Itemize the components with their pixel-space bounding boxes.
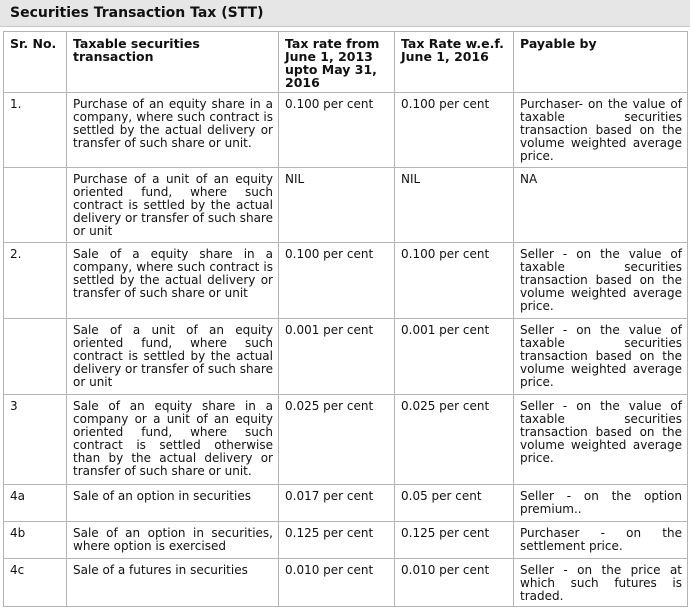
table-row [4, 485, 688, 522]
cell-payable-by: Seller - on the value of taxable securities transaction based on the volume weighted average price. [514, 395, 688, 485]
cell-sr-no: 1. [4, 93, 67, 168]
table-row [4, 168, 688, 243]
cell-transaction: Purchase of a unit of an equity oriented fund, where such contract is settled by the actual delivery or transfer of such share or unit [67, 168, 279, 243]
cell-transaction: Sale of an option in securities [67, 485, 279, 522]
cell-rate-2013: 0.125 per cent [279, 522, 395, 559]
cell-rate-2016: 0.025 per cent [395, 395, 514, 485]
cell-rate-2013: 0.100 per cent [279, 93, 395, 168]
cell-rate-2013: NIL [279, 168, 395, 243]
header-taxable-transaction: Taxable securities transaction [67, 32, 279, 93]
cell-sr-no [4, 319, 67, 395]
header-sr-no: Sr. No. [4, 32, 67, 93]
cell-sr-no [4, 168, 67, 243]
cell-rate-2016: NIL [395, 168, 514, 243]
cell-transaction: Sale of an option in securities, where option is exercised [67, 522, 279, 559]
header-payable-by: Payable by [514, 32, 688, 93]
cell-rate-2013: 0.025 per cent [279, 395, 395, 485]
cell-transaction: Purchase of an equity share in a company, where such contract is settled by the actual delivery or transfer of such share or unit. [67, 93, 279, 168]
stt-table [3, 31, 688, 607]
cell-rate-2013: 0.100 per cent [279, 243, 395, 319]
header-rate-2016: Tax Rate w.e.f. June 1, 2016 [395, 32, 514, 93]
header-row [4, 32, 688, 93]
cell-transaction: Sale of a unit of an equity oriented fund, where such contract is settled by the actual delivery or transfer of such share or unit [67, 319, 279, 395]
cell-sr-no: 2. [4, 243, 67, 319]
cell-rate-2013: 0.017 per cent [279, 485, 395, 522]
cell-rate-2016: 0.010 per cent [395, 559, 514, 607]
cell-rate-2016: 0.125 per cent [395, 522, 514, 559]
table-row [4, 243, 688, 319]
cell-sr-no: 4a [4, 485, 67, 522]
table-row [4, 319, 688, 395]
cell-transaction: Sale of a equity share in a company, where such contract is settled by the actual delivery or transfer of such share or unit [67, 243, 279, 319]
table-title: Securities Transaction Tax (STT) [0, 0, 690, 27]
cell-rate-2016: 0.100 per cent [395, 93, 514, 168]
cell-rate-2013: 0.010 per cent [279, 559, 395, 607]
header-rate-2013: Tax rate from June 1, 2013 upto May 31, 2016 [279, 32, 395, 93]
table-row [4, 93, 688, 168]
cell-rate-2016: 0.05 per cent [395, 485, 514, 522]
cell-rate-2016: 0.100 per cent [395, 243, 514, 319]
table-row [4, 559, 688, 607]
cell-payable-by: Seller - on the option premium.. [514, 485, 688, 522]
cell-payable-by: NA [514, 168, 688, 243]
table-row [4, 522, 688, 559]
cell-payable-by: Seller - on the value of taxable securities transaction based on the volume weighted average price. [514, 243, 688, 319]
cell-transaction: Sale of a futures in securities [67, 559, 279, 607]
cell-payable-by: Seller - on the price at which such futures is traded. [514, 559, 688, 607]
cell-rate-2016: 0.001 per cent [395, 319, 514, 395]
cell-payable-by: Purchaser- on the value of taxable securities transaction based on the volume weighted average price. [514, 93, 688, 168]
cell-sr-no: 4b [4, 522, 67, 559]
cell-payable-by: Purchaser - on the settlement price. [514, 522, 688, 559]
cell-transaction: Sale of an equity share in a company or a unit of an equity oriented fund, where such contract is settled otherwise than by the actual delivery or transfer of such share or unit. [67, 395, 279, 485]
cell-payable-by: Seller - on the value of taxable securities transaction based on the volume weighted average price. [514, 319, 688, 395]
cell-sr-no: 4c [4, 559, 67, 607]
table-row [4, 395, 688, 485]
cell-sr-no: 3 [4, 395, 67, 485]
cell-rate-2013: 0.001 per cent [279, 319, 395, 395]
